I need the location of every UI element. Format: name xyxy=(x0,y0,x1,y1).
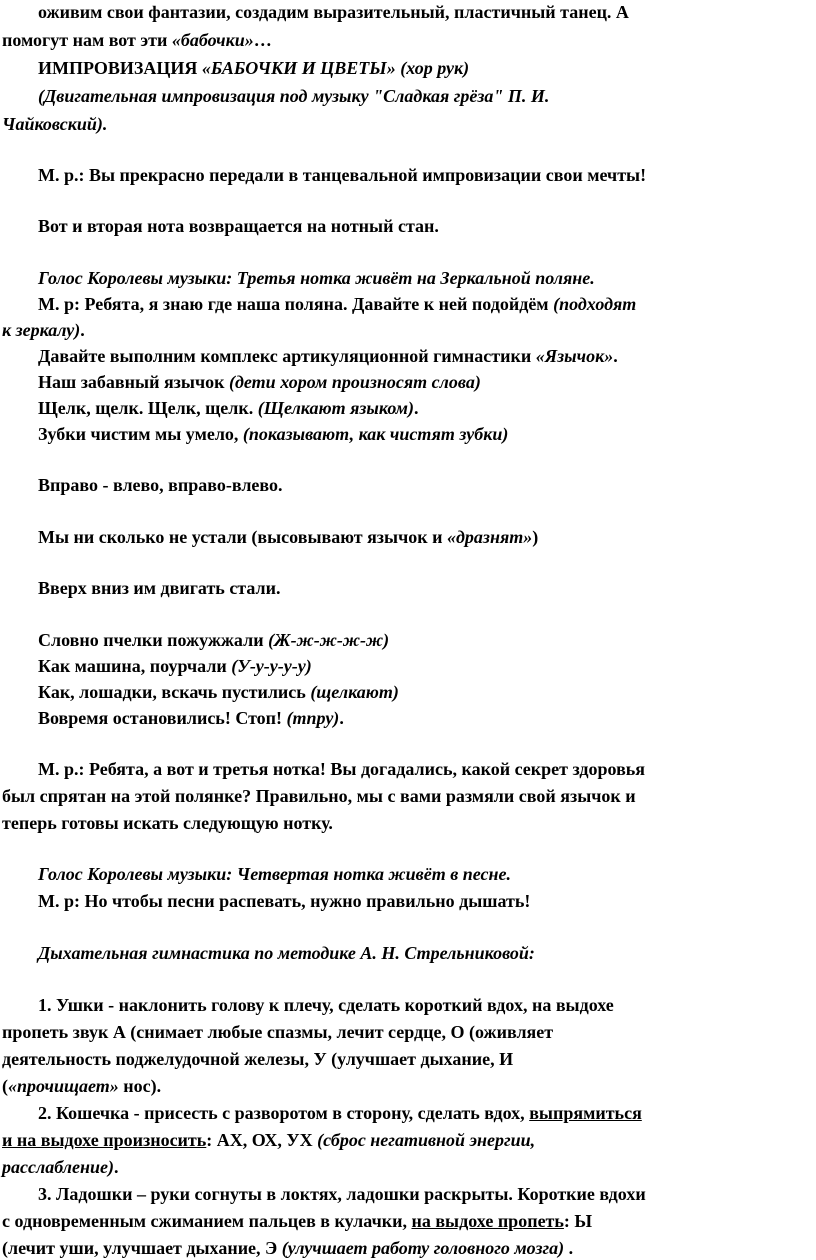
text-span: Вовремя остановились! Стоп! xyxy=(38,708,287,728)
text-line xyxy=(38,0,629,24)
italic-text: «бабочки» xyxy=(171,30,254,50)
text-line xyxy=(2,811,333,835)
text-line xyxy=(38,889,530,913)
italic-text: расслабление) xyxy=(2,1157,114,1177)
text-span: Щелк, щелк. Щелк, щелк. xyxy=(38,398,258,418)
italic-text: «Язычок» xyxy=(535,346,614,366)
text-line xyxy=(2,1236,573,1260)
text-span: . xyxy=(564,1238,574,1258)
text-span: ) xyxy=(532,527,539,547)
italic-text: (тпру) xyxy=(286,708,340,728)
text-span: с одновременным сжиманием пальцев в кулачки, xyxy=(2,1211,412,1231)
text-line xyxy=(2,784,636,808)
text-span: был спрятан на этой полянке? Правильно, мы с вами размяли свой язычок и xyxy=(2,786,636,806)
italic-text: (показывают, как чистят зубки) xyxy=(242,424,509,444)
text-span: Вот и вторая нота возвращается на нотный стан. xyxy=(38,216,439,236)
italic-text: Чайковский). xyxy=(2,114,108,134)
text-line xyxy=(38,84,549,108)
text-line xyxy=(38,292,636,316)
text-span: Зубки чистим мы умело, xyxy=(38,424,243,444)
italic-text: (Щелкают языком) xyxy=(257,398,414,418)
text-span: . xyxy=(339,708,344,728)
text-line xyxy=(2,1155,118,1179)
text-line xyxy=(2,1020,553,1044)
text-line xyxy=(38,576,281,600)
text-span: Вправо - влево, вправо-влево. xyxy=(38,475,283,495)
text-span: . xyxy=(113,1157,119,1177)
text-line xyxy=(2,1128,535,1152)
text-span: Вверх вниз им двигать стали. xyxy=(38,578,281,598)
italic-text: «прочищает» xyxy=(8,1076,119,1096)
text-line xyxy=(2,1047,513,1071)
text-span: М. р: Ребята, я знаю где наша поляна. Давайте к ней подойдём xyxy=(38,294,554,314)
italic-text: «БАБОЧКИ И ЦВЕТЫ» (хор рук) xyxy=(201,58,470,78)
text-span: М. р.: Вы прекрасно передали в танцевальной импровизации свои мечты! xyxy=(38,165,647,185)
text-span: ИМПРОВИЗАЦИЯ xyxy=(38,58,202,78)
italic-text: к зеркалу) xyxy=(2,320,81,340)
text-line xyxy=(38,1101,642,1125)
text-line xyxy=(38,941,535,965)
italic-text: (сброс негативной энергии, xyxy=(317,1130,536,1150)
text-span: Мы ни сколько не устали (высовывают язычок и xyxy=(38,527,447,547)
text-line xyxy=(38,214,439,238)
italic-text: Голос Королевы музыки: Четвертая нотка живёт в песне. xyxy=(38,864,511,884)
text-span: … xyxy=(253,30,272,50)
italic-text: Голос Королевы музыки: Третья нотка живёт на Зеркальной поляне. xyxy=(38,268,595,288)
italic-text: (Ж-ж-ж-ж-ж) xyxy=(268,630,390,650)
underlined-text: на выдохе пропеть xyxy=(411,1211,564,1231)
text-line xyxy=(38,654,312,678)
text-span: теперь готовы искать следующую нотку. xyxy=(2,813,333,833)
italic-text: (улучшает работу головного мозга) xyxy=(281,1238,565,1258)
text-span: . xyxy=(80,320,85,340)
text-line xyxy=(2,28,272,52)
text-span: 3. Ладошки – руки согнуты в локтях, ладошки раскрыты. Короткие вдохи xyxy=(38,1184,646,1204)
text-span: нос). xyxy=(118,1076,162,1096)
italic-text: Дыхательная гимнастика по методике А. Н. Стрельниковой: xyxy=(38,943,535,963)
text-span: помогут нам вот эти xyxy=(2,30,172,50)
text-span: М. р.: Ребята, а вот и третья нотка! Вы догадались, какой секрет здоровья xyxy=(38,759,646,779)
text-line xyxy=(2,1074,161,1098)
text-span: : Ы xyxy=(563,1211,593,1231)
text-span: Как, лошадки, вскачь пустились xyxy=(38,682,311,702)
text-span: 1. Ушки - наклонить голову к плечу, сделать короткий вдох, на выдохе xyxy=(38,995,614,1015)
text-line xyxy=(2,112,107,136)
text-line xyxy=(38,56,469,80)
text-line xyxy=(38,525,538,549)
text-line xyxy=(38,266,595,290)
italic-text: (подходят xyxy=(553,294,637,314)
text-line xyxy=(38,344,618,368)
text-line xyxy=(38,757,645,781)
text-line xyxy=(38,993,614,1017)
italic-text: (У-у-у-у-у) xyxy=(231,656,312,676)
text-span: Словно пчелки пожужжали xyxy=(38,630,269,650)
text-line xyxy=(38,706,344,730)
text-span: Давайте выполним комплекс артикуляционной гимнастики xyxy=(38,346,536,366)
text-line xyxy=(38,370,481,394)
text-span: . xyxy=(413,398,419,418)
text-line xyxy=(2,318,85,342)
underlined-text: и на выдохе произносить xyxy=(2,1130,207,1150)
text-line xyxy=(38,422,508,446)
text-span: деятельность поджелудочной железы, У (улучшает дыхание, И xyxy=(2,1049,514,1069)
text-line xyxy=(38,680,399,704)
text-line xyxy=(2,1209,592,1233)
text-span: (лечит уши, улучшает дыхание, Э xyxy=(2,1238,282,1258)
text-span: ( xyxy=(2,1076,8,1096)
text-span: пропеть звук А (снимает любые спазмы, лечит сердце, О (оживляет xyxy=(2,1022,554,1042)
text-span: М. р: Но чтобы песни распевать, нужно правильно дышать! xyxy=(38,891,531,911)
text-line xyxy=(38,473,283,497)
italic-text: «дразнят» xyxy=(447,527,533,547)
text-line xyxy=(38,1182,646,1206)
italic-text: (щелкают) xyxy=(310,682,399,702)
text-line xyxy=(38,396,418,420)
italic-text: (дети хором произносят слова) xyxy=(229,372,481,392)
text-line xyxy=(38,628,389,652)
text-line xyxy=(38,163,646,187)
italic-text: (Двигательная импровизация под музыку "Сладкая грёза" П. И. xyxy=(38,86,550,106)
underlined-text: выпрямиться xyxy=(529,1103,642,1123)
text-span: Наш забавный язычок xyxy=(38,372,229,392)
text-span: Как машина, поурчали xyxy=(38,656,232,676)
text-span: 2. Кошечка - присесть с разворотом в сторону, сделать вдох, xyxy=(38,1103,530,1123)
text-line xyxy=(38,862,511,886)
text-span: . xyxy=(613,346,618,366)
text-span: оживим свои фантазии, создадим выразительный, пластичный танец. А xyxy=(38,2,629,22)
text-span: : АХ, ОХ, УХ xyxy=(206,1130,318,1150)
